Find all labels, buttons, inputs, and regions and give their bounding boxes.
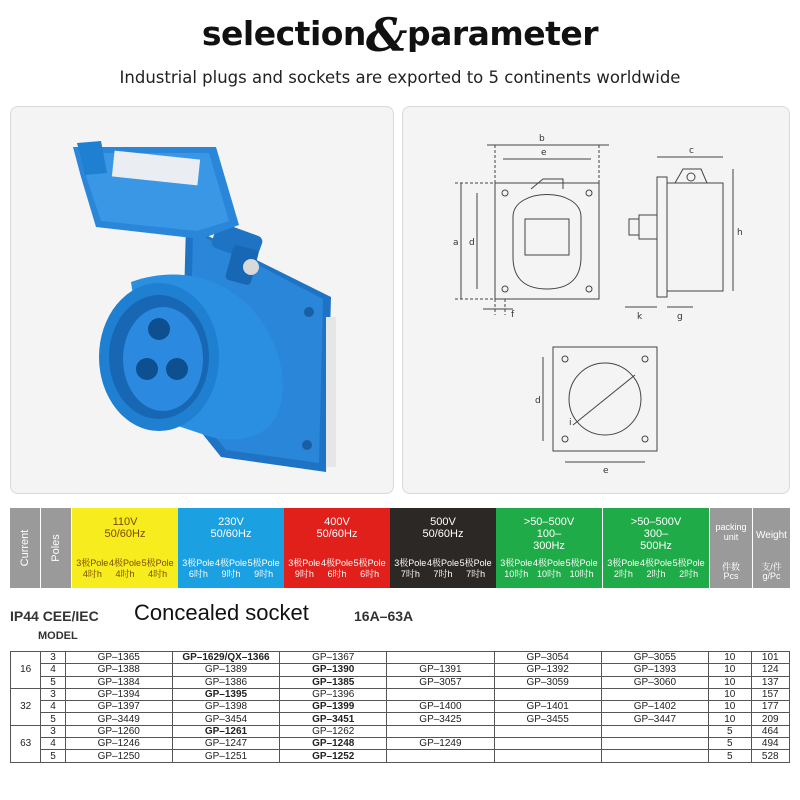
current-cell: 63 bbox=[11, 725, 41, 762]
dim-label-d: d bbox=[469, 238, 475, 248]
current-header-table bbox=[10, 508, 790, 588]
page-subtitle: Industrial plugs and sockets are exported to 5 continents worldwide bbox=[119, 68, 681, 87]
section-name: Concealed socket bbox=[134, 600, 309, 625]
table-row bbox=[11, 652, 790, 664]
table-row bbox=[11, 688, 790, 700]
model-cell: GP–1395 bbox=[172, 688, 279, 700]
weight-cell: 137 bbox=[751, 676, 790, 688]
dim-label-g: g bbox=[677, 312, 683, 322]
model-cell bbox=[601, 738, 708, 750]
model-cell: GP–3060 bbox=[601, 676, 708, 688]
model-cell: GP–1629/QX–1366 bbox=[172, 652, 279, 664]
dim-label-e: e bbox=[541, 148, 547, 158]
model-cell: GP–1385 bbox=[280, 676, 387, 688]
title-ampersand: & bbox=[365, 8, 407, 62]
weight-cell: 528 bbox=[751, 750, 790, 762]
model-cell: GP–1392 bbox=[494, 664, 601, 676]
voltage-col-300-500hz: >50–500V 300– 500Hz 3极Pole 2时h 4极Pole 2时h 5极Pole 2时h bbox=[603, 508, 709, 588]
model-cell: GP–1393 bbox=[601, 664, 708, 676]
socket-illustration bbox=[11, 107, 394, 494]
packing-cell: 5 bbox=[709, 738, 751, 750]
table-row bbox=[11, 725, 790, 737]
model-cell: GP–1252 bbox=[280, 750, 387, 762]
packing-cell: 10 bbox=[709, 652, 751, 664]
model-cell bbox=[494, 750, 601, 762]
packing-unit-header: packing unit 件数 Pcs bbox=[710, 508, 752, 588]
model-cell: GP–1249 bbox=[387, 738, 494, 750]
poles-cell: 5 bbox=[41, 713, 65, 725]
poles-cell: 3 bbox=[41, 688, 65, 700]
packing-cell: 10 bbox=[709, 701, 751, 713]
packing-cell: 10 bbox=[709, 713, 751, 725]
poles-cell: 3 bbox=[41, 725, 65, 737]
model-cell: GP–1250 bbox=[65, 750, 172, 762]
packing-cell: 5 bbox=[709, 725, 751, 737]
model-cell: GP–1398 bbox=[172, 701, 279, 713]
packing-cell: 5 bbox=[709, 750, 751, 762]
model-cell: GP–3054 bbox=[494, 652, 601, 664]
dim-label-c: c bbox=[689, 146, 694, 156]
model-cell: GP–1397 bbox=[65, 701, 172, 713]
model-cell: GP–1386 bbox=[172, 676, 279, 688]
model-cell: GP–1246 bbox=[65, 738, 172, 750]
weight-cell: 101 bbox=[751, 652, 790, 664]
model-cell bbox=[387, 688, 494, 700]
model-cell: GP–1388 bbox=[65, 664, 172, 676]
weight-cell: 157 bbox=[751, 688, 790, 700]
weight-cell: 177 bbox=[751, 701, 790, 713]
section-standard: IP44 CEE/IEC bbox=[10, 608, 99, 624]
model-cell: GP–3055 bbox=[601, 652, 708, 664]
table-row bbox=[11, 664, 790, 676]
title-left: selection bbox=[201, 14, 366, 53]
model-cell: GP–3449 bbox=[65, 713, 172, 725]
title-right: parameter bbox=[406, 14, 599, 53]
model-cell bbox=[494, 725, 601, 737]
dim-label-a: a bbox=[453, 238, 459, 248]
table-row bbox=[11, 738, 790, 750]
dim-label-d2: d bbox=[535, 396, 541, 406]
dimension-drawing bbox=[403, 107, 790, 494]
weight-header: Weight 支/件 g/Pc bbox=[753, 508, 790, 588]
model-cell: GP–1402 bbox=[601, 701, 708, 713]
dim-label-b: b bbox=[539, 134, 545, 144]
poles-header-cell: Poles bbox=[41, 508, 71, 588]
model-cell: GP–3447 bbox=[601, 713, 708, 725]
weight-cell: 464 bbox=[751, 725, 790, 737]
model-cell: GP–1389 bbox=[172, 664, 279, 676]
model-cell: GP–3455 bbox=[494, 713, 601, 725]
model-table bbox=[10, 651, 790, 763]
poles-cell: 4 bbox=[41, 701, 65, 713]
current-cell: 16 bbox=[11, 652, 41, 689]
model-cell bbox=[601, 750, 708, 762]
model-cell bbox=[601, 688, 708, 700]
table-row bbox=[11, 713, 790, 725]
page-title bbox=[0, 8, 800, 62]
voltage-col-110v: 110V 50/60Hz 3极Pole 4时h 4极Pole 4时h 5极Pole 4时h bbox=[72, 508, 178, 588]
model-cell: GP–3451 bbox=[280, 713, 387, 725]
model-cell: GP–1384 bbox=[65, 676, 172, 688]
packing-cell: 10 bbox=[709, 664, 751, 676]
voltage-col-400v: 400V 50/60Hz 3极Pole 9时h 4极Pole 6时h 5极Pole 6时h bbox=[284, 508, 390, 588]
model-cell: GP–1365 bbox=[65, 652, 172, 664]
model-label: MODEL bbox=[38, 630, 78, 642]
dim-label-e2: e bbox=[603, 466, 609, 476]
model-cell: GP–3425 bbox=[387, 713, 494, 725]
model-cell: GP–3059 bbox=[494, 676, 601, 688]
model-cell: GP–1367 bbox=[280, 652, 387, 664]
side-view-drawing bbox=[625, 157, 733, 307]
poles-cell: 4 bbox=[41, 664, 65, 676]
dim-label-f: f bbox=[511, 310, 515, 320]
model-cell: GP–1401 bbox=[494, 701, 601, 713]
product-photo-panel bbox=[10, 106, 394, 494]
model-cell bbox=[387, 725, 494, 737]
table-row bbox=[11, 750, 790, 762]
section-range: 16A–63A bbox=[354, 608, 414, 624]
model-cell bbox=[494, 738, 601, 750]
section-header bbox=[10, 602, 790, 632]
model-cell bbox=[387, 652, 494, 664]
voltage-col-230v: 230V 50/60Hz 3极Pole 6时h 4极Pole 9时h 5极Pole 9时h bbox=[178, 508, 284, 588]
model-cell: GP–1261 bbox=[172, 725, 279, 737]
dim-label-i: i bbox=[569, 418, 572, 428]
weight-cell: 209 bbox=[751, 713, 790, 725]
model-cell: GP–3454 bbox=[172, 713, 279, 725]
dimension-drawing-panel bbox=[402, 106, 790, 494]
model-cell: GP–1262 bbox=[280, 725, 387, 737]
model-cell: GP–1399 bbox=[280, 701, 387, 713]
poles-cell: 5 bbox=[41, 676, 65, 688]
model-cell: GP–1396 bbox=[280, 688, 387, 700]
voltage-col-500v: 500V 50/60Hz 3极Pole 7时h 4极Pole 7时h 5极Pole 7时h bbox=[390, 508, 496, 588]
model-cell: GP–1400 bbox=[387, 701, 494, 713]
current-header-cell: Current bbox=[10, 508, 40, 588]
dim-label-h: h bbox=[737, 228, 743, 238]
model-cell: GP–1390 bbox=[280, 664, 387, 676]
model-cell: GP–3057 bbox=[387, 676, 494, 688]
table-row bbox=[11, 701, 790, 713]
model-cell bbox=[494, 688, 601, 700]
model-cell: GP–1394 bbox=[65, 688, 172, 700]
cutout-view-drawing bbox=[543, 347, 657, 462]
poles-cell: 5 bbox=[41, 750, 65, 762]
model-cell: GP–1260 bbox=[65, 725, 172, 737]
packing-cell: 10 bbox=[709, 688, 751, 700]
table-row bbox=[11, 676, 790, 688]
model-cell: GP–1391 bbox=[387, 664, 494, 676]
poles-cell: 3 bbox=[41, 652, 65, 664]
model-cell: GP–1247 bbox=[172, 738, 279, 750]
model-cell bbox=[387, 750, 494, 762]
front-view-drawing bbox=[455, 145, 609, 315]
current-cell: 32 bbox=[11, 688, 41, 725]
weight-cell: 494 bbox=[751, 738, 790, 750]
poles-cell: 4 bbox=[41, 738, 65, 750]
packing-cell: 10 bbox=[709, 676, 751, 688]
model-cell: GP–1248 bbox=[280, 738, 387, 750]
weight-cell: 124 bbox=[751, 664, 790, 676]
model-cell: GP–1251 bbox=[172, 750, 279, 762]
voltage-col-100-300hz: >50–500V 100– 300Hz 3极Pole 10时h 4极Pole 10时h 5极Pole 10时h bbox=[496, 508, 602, 588]
model-cell bbox=[601, 725, 708, 737]
dim-label-k: k bbox=[637, 312, 643, 322]
